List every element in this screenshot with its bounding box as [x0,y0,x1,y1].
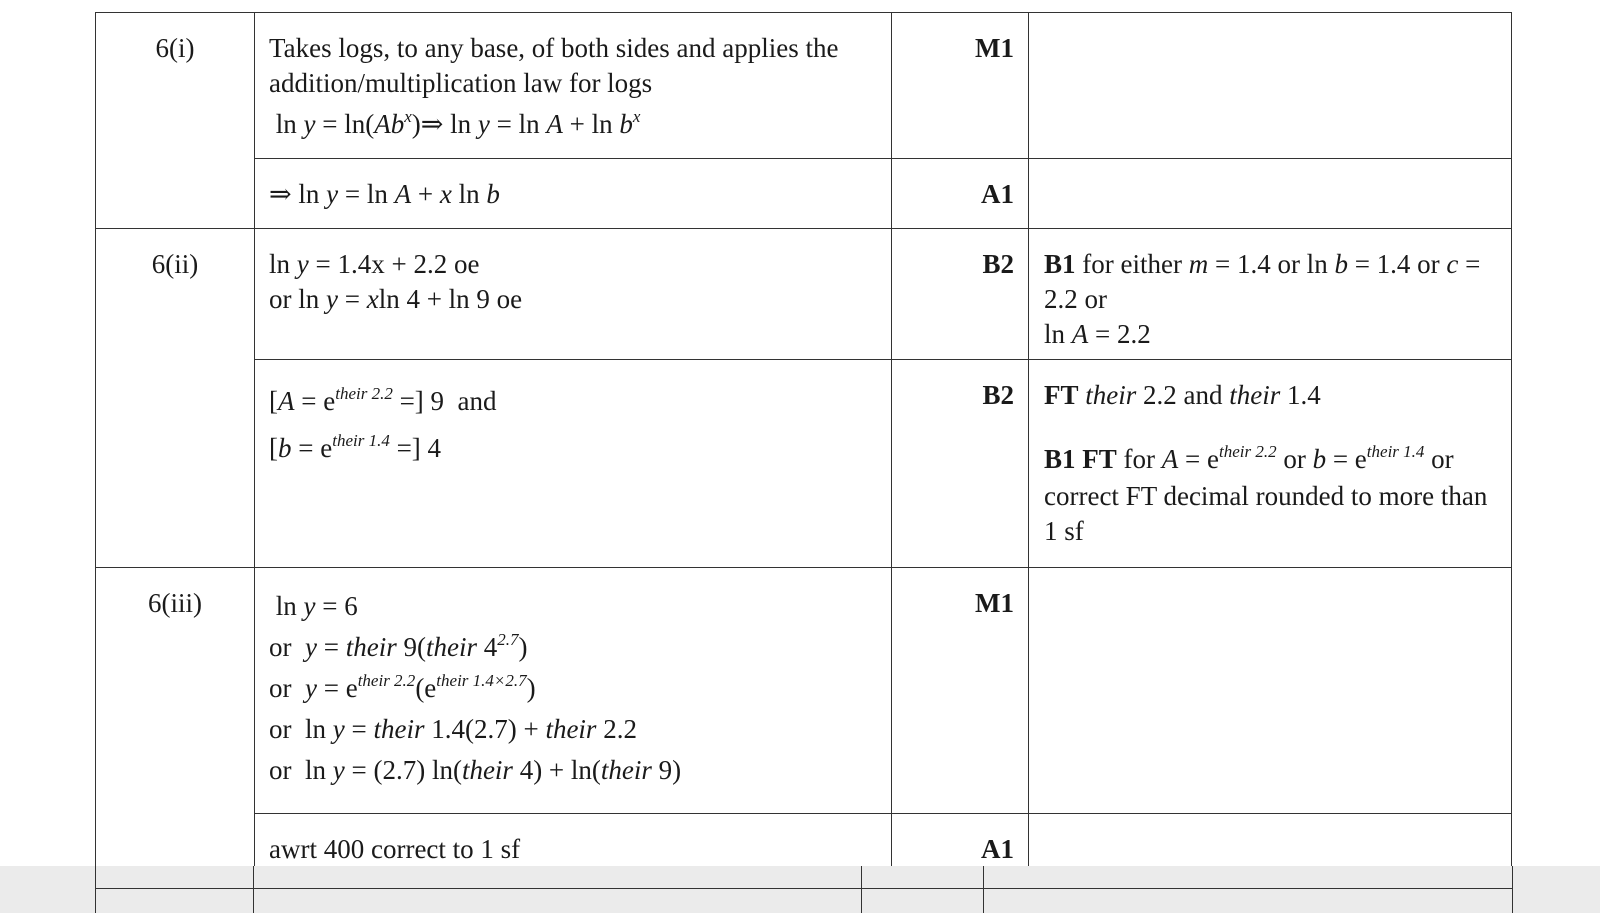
mark-cell: B2 [892,229,1029,360]
answer-line: or y = their 9(their $4^{2.7}$) [269,630,528,662]
answer-equation: ⇒ ln y = ln A + x ln b [269,179,500,209]
divider [983,866,984,913]
divider [95,888,1512,889]
guidance-line: ln A = 2.2 [1044,319,1151,349]
answer-equation: $\ln y = \ln(Ab^x)\Rightarrow$ $\ln y = \ln A + \ln b^x$ [269,107,641,139]
answer-line: ln y = 1.4x + 2.2 oe [269,249,480,279]
table-row [96,814,1512,874]
answer-line: or ln y = xln 4 + ln 9 oe [269,284,523,314]
divider [861,866,862,913]
mark-cell: A1 [892,159,1029,229]
mark-cell: M1 [892,13,1029,159]
answer-text: Takes logs, to any base, of both sides and applies the addition/multiplication law for logs [269,33,839,98]
question-number: 6(i) [96,13,255,229]
guidance-line: B1 FT for $A = e^{their 2.2}$ or $b = e^{their 1.4}$ or [1044,442,1454,474]
mark-scheme-table [95,12,1512,874]
answer-line: or $y = e^{their 2.2}(e^{their 1.4\times 2.7})$ [269,671,536,703]
answer-text: awrt 400 correct to 1 sf [269,834,521,864]
page-break-strip [0,866,1600,913]
guidance-cell [1029,13,1512,159]
answer-line: or ln y = (2.7) ln(their 4) + ln(their 9) [269,755,682,785]
guidance-cell [1029,568,1512,814]
guidance-cell [1029,360,1512,568]
table-row [96,568,1512,814]
table-row [96,360,1512,568]
guidance-cell [1029,159,1512,229]
table-row [96,159,1512,229]
table-row [96,13,1512,159]
answer-cell [255,159,892,229]
question-number: 6(iii) [96,568,255,874]
guidance-line: correct FT decimal rounded to more than 1 sf [1044,481,1488,546]
divider [95,866,96,913]
answer-line: ln y = 6 [269,591,358,621]
mark-cell: M1 [892,568,1029,814]
guidance-cell [1029,229,1512,360]
answer-line: [$b = e^{their 1.4}$ =] 4 [269,431,442,463]
answer-cell [255,229,892,360]
table-row [96,229,1512,360]
divider [1512,866,1513,913]
answer-cell [255,360,892,568]
answer-cell [255,814,892,874]
mark-cell: A1 [892,814,1029,874]
guidance-cell [1029,814,1512,874]
answer-cell [255,13,892,159]
divider [253,866,254,913]
answer-cell [255,568,892,814]
guidance-line: 2.2 or [1044,284,1107,314]
guidance-line: B1 for either m = 1.4 or ln b = 1.4 or c = [1044,249,1481,279]
mark-cell: B2 [892,360,1029,568]
question-number: 6(ii) [96,229,255,568]
answer-line: [$A = e^{their 2.2}$ =] 9 and [269,384,497,416]
guidance-line: FT their 2.2 and their 1.4 [1044,380,1321,410]
answer-line: or ln y = their 1.4(2.7) + their 2.2 [269,714,637,744]
